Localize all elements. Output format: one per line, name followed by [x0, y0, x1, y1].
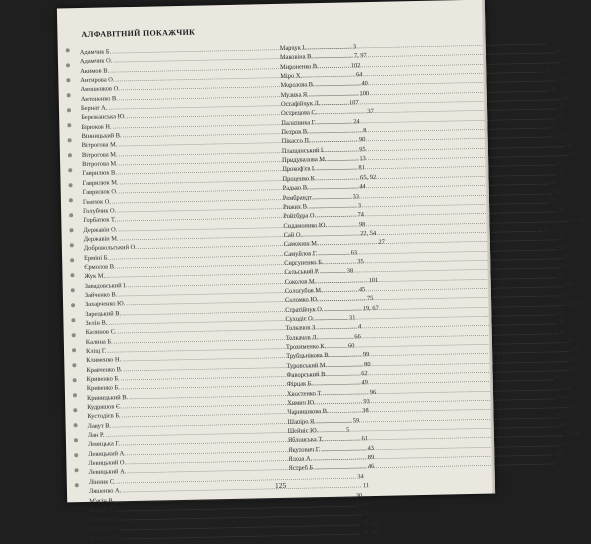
entry-pages: 50: [544, 225, 551, 234]
entry-name: Зарецький В.: [85, 309, 121, 319]
entry-name: Завадовський І.: [85, 281, 127, 291]
entry-name: Кривенко Б.: [87, 374, 120, 384]
entry-pages: 90: [359, 136, 366, 145]
binding-hole: [75, 483, 79, 487]
entry-pages: 6, 63: [356, 500, 369, 510]
entry-name: Зайченко В.: [85, 290, 118, 300]
entry-name: Вітрогова М.: [82, 150, 118, 160]
entry-pages: 94: [559, 244, 566, 253]
binding-hole: [66, 48, 70, 52]
entry-name: Ляшенко А.: [89, 486, 121, 496]
entry-name: Сиргуненко Б.: [284, 258, 323, 268]
entry-pages: 40: [361, 79, 368, 88]
entry-name: Толкачов Л.: [286, 333, 318, 343]
entry-name: Туровський М.: [286, 361, 327, 371]
entry-pages: 102: [351, 61, 361, 71]
entry-name: Прокоф'єв І.: [282, 165, 316, 175]
entry-pages: 64: [356, 70, 363, 79]
entry-pages: 91: [570, 402, 577, 411]
entry-pages: 42: [568, 150, 575, 159]
binding-hole: [69, 183, 73, 187]
entry-name: Остафійчук Л.: [281, 99, 321, 109]
entry-name: Соколов М.: [285, 277, 317, 287]
entry-name: Захарченко Ю.: [85, 299, 125, 309]
entry-pages: 75: [367, 294, 374, 303]
entry-name: Бернат А.: [81, 104, 108, 114]
entry-pages: 52: [554, 188, 561, 197]
entry-pages: 46: [368, 462, 375, 471]
entry-name: М'ягін В.: [89, 496, 114, 506]
entry-pages: 79, 80: [362, 528, 378, 538]
entry-name: Самокиш М.: [284, 239, 319, 249]
entry-name: Плащанський І.: [282, 146, 325, 156]
index-column-left: [80, 45, 242, 543]
entry-pages: 89: [368, 453, 375, 462]
binding-hole: [73, 408, 77, 412]
entry-pages: 104: [564, 281, 574, 291]
entry-pages: 31: [349, 313, 356, 322]
entry-pages: 22, 54: [360, 229, 376, 239]
entry-name: Морозова В.: [280, 81, 314, 91]
entry-pages: 88: [560, 421, 567, 430]
binding-hole: [73, 378, 77, 382]
entry-name: Калинов С.: [86, 328, 117, 338]
entry-pages: 24: [564, 384, 571, 393]
entry-name: Проценко К.: [282, 174, 316, 184]
binding-hole: [67, 93, 71, 97]
binding-hole: [67, 108, 71, 112]
entry-name: Сидамонико Ю.: [283, 220, 327, 230]
entry-pages: 38: [347, 267, 354, 276]
entry-name: Міро Х.: [280, 71, 302, 81]
entry-name: Бережанська Ю.: [81, 113, 126, 123]
entry-pages: 55: [558, 272, 565, 281]
entry-name: Самуйлов Г.: [284, 249, 318, 259]
entry-pages: 87: [569, 355, 576, 364]
entry-name: Сельський Р.: [284, 267, 319, 277]
index-entry: [288, 461, 428, 473]
entry-name: Зелін В.: [85, 319, 107, 329]
entry-pages: 92: [568, 337, 575, 346]
binding-hole: [66, 63, 70, 67]
entry-name: Аношенков О.: [80, 85, 119, 95]
entry-name: Мазур П.: [89, 505, 114, 515]
entry-name: Гаврилюк В.: [82, 169, 117, 179]
entry-name: Сай О.: [284, 230, 303, 240]
entry-pages: 57: [565, 253, 572, 262]
binding-hole: [68, 168, 72, 172]
binding-hole: [71, 288, 75, 292]
entry-pages: 70: [362, 509, 369, 518]
entry-pages: 44: [359, 182, 366, 191]
entry-name: Палатника Г.: [281, 118, 316, 128]
entry-pages: 95: [359, 145, 366, 154]
entry-pages: 107: [349, 98, 359, 108]
entry-name: Рижих В.: [283, 202, 309, 212]
entry-name: Левицький О.: [88, 458, 126, 468]
binding-hole: [70, 258, 74, 262]
entry-pages: 60: [348, 341, 355, 350]
entry-name: Марчук І.: [280, 43, 307, 53]
entry-name: Якутович Г.: [288, 445, 320, 455]
entry-name: Маковіна В.: [280, 53, 313, 63]
entry-pages: 61: [362, 435, 369, 444]
binding-hole: [70, 273, 74, 277]
entry-pages: 104: [557, 393, 567, 403]
entry-name: Шейніс Ю.: [288, 426, 319, 436]
entry-pages: 40: [566, 141, 573, 150]
index-entry: [90, 531, 242, 544]
entry-name: Левицький А.: [88, 449, 126, 459]
entry-pages: 27: [550, 122, 557, 131]
entry-name: Гаврилюк О.: [83, 187, 118, 197]
entry-pages: 7, 97: [354, 51, 367, 61]
entry-name: Фаворський В.: [287, 370, 328, 380]
entry-pages: 79, 85: [565, 430, 581, 440]
entry-name: Горбатюк Т.: [83, 216, 116, 226]
entry-pages: 32: [558, 318, 565, 327]
entry-pages: 84: [562, 94, 569, 103]
binding-hole: [71, 318, 75, 322]
entry-pages: 81: [358, 164, 365, 173]
entry-pages: 5: [560, 234, 563, 243]
binding-hole: [73, 393, 77, 397]
entry-name: Антоненко В.: [81, 94, 118, 104]
entry-pages: 25, 26: [569, 215, 585, 225]
entry-name: Пікассо П.: [282, 137, 311, 147]
entry-pages: 98: [359, 220, 366, 229]
entry-pages: 2: [557, 159, 560, 168]
entry-pages: 3: [353, 42, 356, 51]
entry-pages: 105: [556, 75, 566, 85]
entry-name: Ройтбура О.: [283, 211, 316, 221]
entry-pages: 63: [351, 248, 358, 257]
entry-pages: 82: [550, 178, 557, 187]
binding-hole: [68, 153, 72, 157]
page-number: 125: [275, 481, 286, 490]
entry-name: Трубцьнікова В.: [286, 351, 330, 361]
entry-pages: 96: [555, 47, 562, 56]
entry-name: Кравченко В.: [86, 365, 122, 375]
binding-hole: [74, 438, 78, 442]
entry-pages: 49: [361, 378, 368, 387]
entry-name: Малахов Г.: [90, 524, 120, 534]
entry-pages: 79, 80: [361, 518, 377, 528]
index-column-right: [280, 41, 429, 474]
entry-pages: 101: [369, 275, 379, 285]
entry-pages: 52: [558, 113, 565, 122]
entry-name: Левицький А.: [89, 468, 127, 478]
entry-pages: 45: [359, 285, 366, 294]
entry-name: Калина Б.: [86, 337, 113, 347]
entry-pages: 65, 92: [360, 173, 376, 183]
entry-pages: 47: [560, 290, 567, 299]
entry-name: Музика Я.: [281, 90, 309, 100]
entry-name: Придувалова М.: [282, 155, 327, 165]
entry-pages: 62: [361, 369, 368, 378]
entry-pages: 74: [357, 210, 364, 219]
entry-name: Сологубов М.: [285, 286, 323, 296]
entry-name: Голубчик О.: [83, 206, 116, 216]
entry-pages: 3: [358, 201, 361, 210]
entry-pages: 38: [362, 407, 369, 416]
entry-pages: 71: [550, 197, 557, 206]
entry-name: Фірцак Б.: [287, 380, 313, 390]
entry-pages: 53: [560, 57, 567, 66]
entry-name: Ялоза А.: [288, 454, 312, 464]
entry-pages: 53: [555, 374, 562, 383]
binding-hole: [75, 468, 79, 472]
entry-name: Бірюков Н.: [81, 122, 111, 132]
entry-name: Вінницький В.: [81, 131, 121, 141]
entry-pages: 73: [558, 169, 565, 178]
entry-name: Адамчик Б.: [80, 47, 112, 57]
entry-pages: 31: [557, 412, 564, 421]
entry-pages: 27: [378, 238, 385, 247]
entry-name: Державін М.: [84, 234, 119, 244]
binding-hole: [70, 243, 74, 247]
entry-name: Соломко Ю.: [285, 295, 319, 305]
entry-pages: 16: [562, 440, 569, 449]
entry-name: Левицька Г.: [88, 440, 120, 450]
entry-name: Острецова С.: [281, 109, 317, 119]
entry-pages: 99: [363, 350, 370, 359]
binding-hole: [74, 423, 78, 427]
entry-name: Клименко Н.: [86, 356, 121, 366]
entry-pages: 11, 21: [552, 131, 568, 141]
binding-hole: [72, 348, 76, 352]
entry-name: Кустодієв Б.: [87, 412, 120, 422]
binding-hole: [72, 333, 76, 337]
entry-pages: 34: [556, 309, 563, 318]
binding-hole: [66, 78, 70, 82]
entry-name: Суходіє О.: [285, 314, 314, 324]
entry-pages: 96: [370, 388, 377, 397]
entry-name: Лінник С.: [89, 477, 116, 487]
entry-pages: 26: [558, 206, 565, 215]
entry-pages: 37: [367, 107, 374, 116]
entry-name: Толкачов З.: [286, 323, 317, 333]
binding-hole: [69, 198, 73, 202]
entry-pages: 35: [357, 257, 364, 266]
entry-pages: 100: [359, 89, 369, 99]
entry-pages: 34: [357, 472, 364, 481]
entry-pages: 5: [346, 426, 349, 435]
entry-name: Ерміні Б.: [84, 253, 109, 263]
binding-hole: [72, 363, 76, 367]
entry-name: Вітрогова М.: [82, 159, 118, 169]
binding-hole: [71, 303, 75, 307]
entry-pages: 19, 67: [363, 303, 379, 313]
entry-pages: 66: [354, 332, 361, 341]
entry-pages: 33: [353, 192, 360, 201]
entry-name: Малахів П.: [90, 533, 121, 543]
entry-pages: 80: [364, 360, 371, 369]
entry-name: Гаврилюк М.: [82, 178, 118, 188]
entry-name: Лавут В.: [88, 421, 112, 431]
entry-name: Хвостенко Т.: [287, 389, 322, 399]
entry-pages: 85: [560, 328, 567, 337]
entry-name: Гнатюк О.: [83, 197, 111, 207]
entry-name: Яблонська Т.: [288, 435, 323, 445]
index-title: АЛФАВІТНИЙ ПОКАЖЧИК: [81, 28, 195, 39]
entry-pages: 13: [359, 154, 366, 163]
binding-hole: [69, 228, 73, 232]
entry-name: Жук М.: [84, 272, 105, 282]
book-page: [57, 0, 495, 502]
entry-name: Ястреб Б.: [288, 464, 314, 474]
binding-hole: [69, 213, 73, 217]
entry-name: Трохименко К.: [286, 342, 326, 352]
entry-name: Петров В.: [281, 127, 308, 137]
entry-pages: 58: [561, 262, 568, 271]
entry-name: Адамчик О.: [80, 57, 112, 67]
entry-name: Лан Р.: [88, 431, 105, 441]
binding-hole: [68, 138, 72, 142]
entry-name: Радько В.: [283, 183, 309, 193]
entry-name: Добровольський О.: [84, 243, 137, 253]
entry-name: Кривенко Б.: [87, 384, 120, 394]
entry-name: Рембрандт: [283, 193, 312, 203]
entry-pages: 11: [363, 481, 369, 490]
entry-name: Кліщ Г.: [86, 347, 107, 357]
entry-name: Чарнишкова В.: [287, 407, 328, 417]
entry-pages: 30: [356, 491, 363, 500]
entry-name: Кривицький В.: [87, 393, 128, 403]
entry-pages: 49: [559, 103, 566, 112]
entry-name: Акимов В.: [80, 66, 109, 76]
entry-pages: 103: [554, 449, 564, 459]
entry-pages: 48: [550, 85, 557, 94]
entry-pages: 18, 23: [565, 299, 581, 309]
entry-pages: 24: [353, 117, 360, 126]
entry-name: Химич Ю.: [287, 398, 316, 408]
entry-name: Малахов В.: [89, 514, 120, 524]
entry-pages: 87: [569, 365, 576, 374]
entry-name: Вітрогова М.: [82, 141, 118, 151]
entry-name: Стратійчук О.: [285, 305, 323, 315]
entry-name: Єрмолов В.: [84, 262, 116, 272]
entry-name: Мироненко В.: [280, 62, 319, 72]
entry-name: Шапіро Я.: [287, 417, 315, 427]
entry-pages: 59: [353, 416, 360, 425]
entry-name: Ангирова О.: [80, 75, 114, 85]
entry-pages: 93: [363, 397, 370, 406]
entry-pages: 43: [367, 444, 374, 453]
binding-hole: [74, 453, 78, 457]
entry-pages: 8: [363, 126, 366, 135]
entry-name: Кудряшов Є.: [87, 402, 122, 412]
entry-pages: 39: [544, 66, 551, 75]
binding-hole: [67, 123, 71, 127]
entry-pages: 4: [358, 323, 361, 332]
entry-pages: 72: [572, 346, 579, 355]
entry-name: Державін О.: [83, 225, 117, 235]
